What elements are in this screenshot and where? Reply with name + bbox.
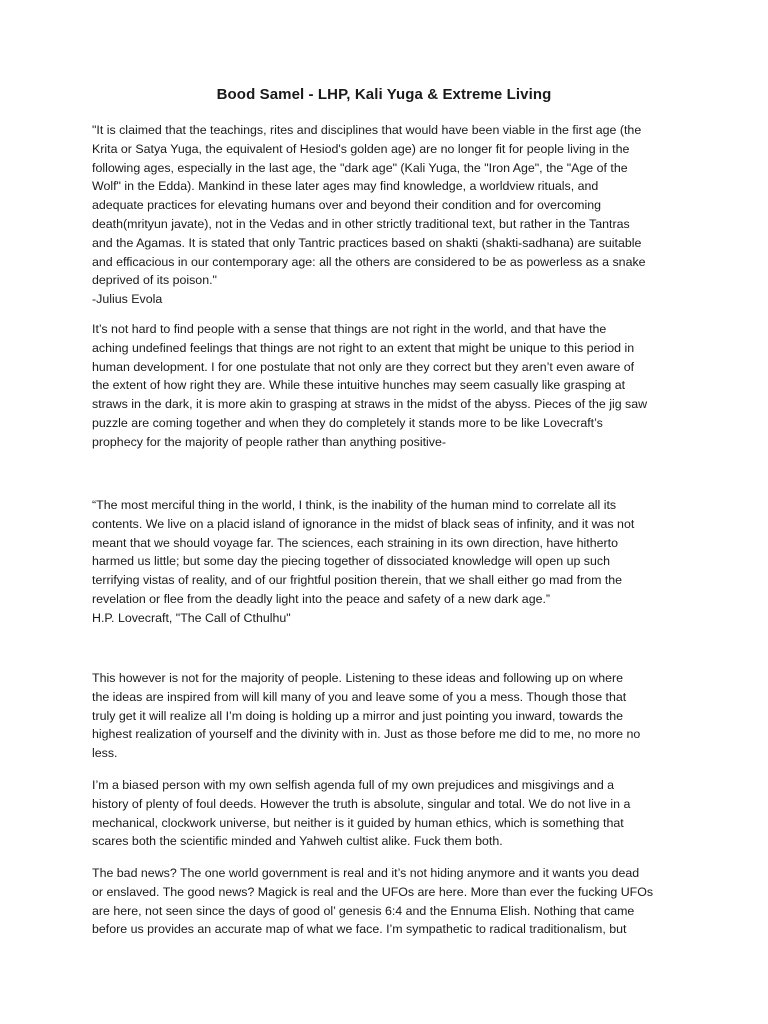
paragraph-news: [92, 864, 682, 939]
text-line: “The most merciful thing in the world, I think, is the inability of the human mind to correlate all its: [92, 498, 617, 512]
text-line: "It is claimed that the teachings, rites and disciplines that would have been viable in the first age (the: [92, 123, 642, 137]
text-line: straws in the dark, it is more akin to grasping at straws in the midst of the abyss. Pieces of the jig saw: [92, 397, 648, 412]
text-line: the extent of how right they are. While these intuitive hunches may seem casually like grasping at: [92, 378, 626, 393]
text-line: less.: [92, 746, 118, 761]
paragraph-intro: [92, 320, 682, 452]
text-line: scares both the scientific minded and Yahweh cultist alike. Fuck them both.: [92, 834, 503, 849]
text-line: mechanical, clockwork universe, but neither is it guided by human ethics, which is something that: [92, 815, 624, 830]
text-line: harmed us little; but some day the piecing together of dissociated knowledge will open up such: [92, 554, 610, 569]
text-line: truly get it will realize all I’m doing is holding up a mirror and just pointing you inward, towards the: [92, 708, 623, 723]
text-line: Wolf" in the Edda). Mankind in these later ages may find knowledge, a worldview rituals, and: [92, 179, 599, 194]
paragraph-majority: [92, 669, 682, 763]
text-line: This however is not for the majority of people. Listening to these ideas and following up on where: [92, 671, 624, 685]
text-line: and efficacious in our contemporary age: all the others are considered to be as powerless as a snake: [92, 254, 646, 269]
text-line: human development. I for one postulate that not only are they correct but they aren’t even aware of: [92, 359, 635, 374]
paragraph-evola-quote: [92, 121, 682, 309]
text-line: history of plenty of foul deeds. However the truth is absolute, singular and total. We do not live in a: [92, 796, 631, 811]
text-line: the ideas are inspired from will kill many of you and leave some of you a mess. Though those that: [92, 689, 627, 704]
text-line: highest realization of yourself and the divinity with in. Just as those before me did to me, no more no: [92, 727, 641, 742]
text-line: adequate practices for elevating humans over and beyond their condition and for overcoming: [92, 198, 602, 213]
text-line: puzzle are coming together and when they do completely it stands more to be like Lovecraft’s: [92, 415, 603, 430]
text-line: before us provides an accurate map of what we face. I’m sympathetic to radical traditionalism, but: [92, 922, 627, 937]
text-line: The bad news? The one world government is real and it’s not hiding anymore and it wants you dead: [92, 866, 640, 880]
paragraph-lovecraft-quote: [92, 496, 682, 628]
text-line: following ages, especially in the last age, the "dark age" (Kali Yuga, the "Iron Age", the "Age of the: [92, 160, 628, 175]
text-line: are here, not seen since the days of good ol’ genesis 6:4 and the Ennuma Elish. Nothing that came: [92, 903, 635, 918]
text-line: H.P. Lovecraft, "The Call of Cthulhu": [92, 610, 291, 625]
text-line: terrifying vistas of reality, and of our frightful position therein, that we shall either go mad from the: [92, 573, 623, 588]
text-line: It’s not hard to find people with a sense that things are not right in the world, and that have the: [92, 322, 607, 336]
text-line: aching undefined feelings that things are not right to an extent that might be unique to this period in: [92, 340, 635, 355]
text-line: contents. We live on a placid island of ignorance in the midst of black seas of infinity, and it was not: [92, 516, 635, 531]
paragraph-biased: [92, 776, 682, 851]
text-line: death(mrityun javate), not in the Vedas and in other strictly traditional text, but rather in the Tantras: [92, 216, 630, 231]
text-line: Krita or Satya Yuga, the equivalent of Hesiod's golden age) are no longer fit for people living in the: [92, 141, 630, 156]
text-line: deprived of its poison.": [92, 273, 217, 288]
text-line: -Julius Evola: [92, 292, 163, 307]
text-line: revelation or flee from the deadly light into the peace and safety of a new dark age.”: [92, 591, 551, 606]
text-line: or enslaved. The good news? Magick is real and the UFOs are here. More than ever the fucking UFOs: [92, 884, 654, 899]
text-line: prophecy for the majority of people rather than anything positive-: [92, 434, 447, 449]
text-line: meant that we should voyage far. The sciences, each straining in its own direction, have hitherto: [92, 535, 618, 550]
text-line: I’m a biased person with my own selfish agenda full of my own prejudices and misgivings and a: [92, 778, 615, 792]
document-title: Bood Samel - LHP, Kali Yuga & Extreme Living: [216, 86, 552, 103]
text-line: and the Agamas. It is stated that only Tantric practices based on shakti (shakti-sadhana) are suitable: [92, 235, 642, 250]
